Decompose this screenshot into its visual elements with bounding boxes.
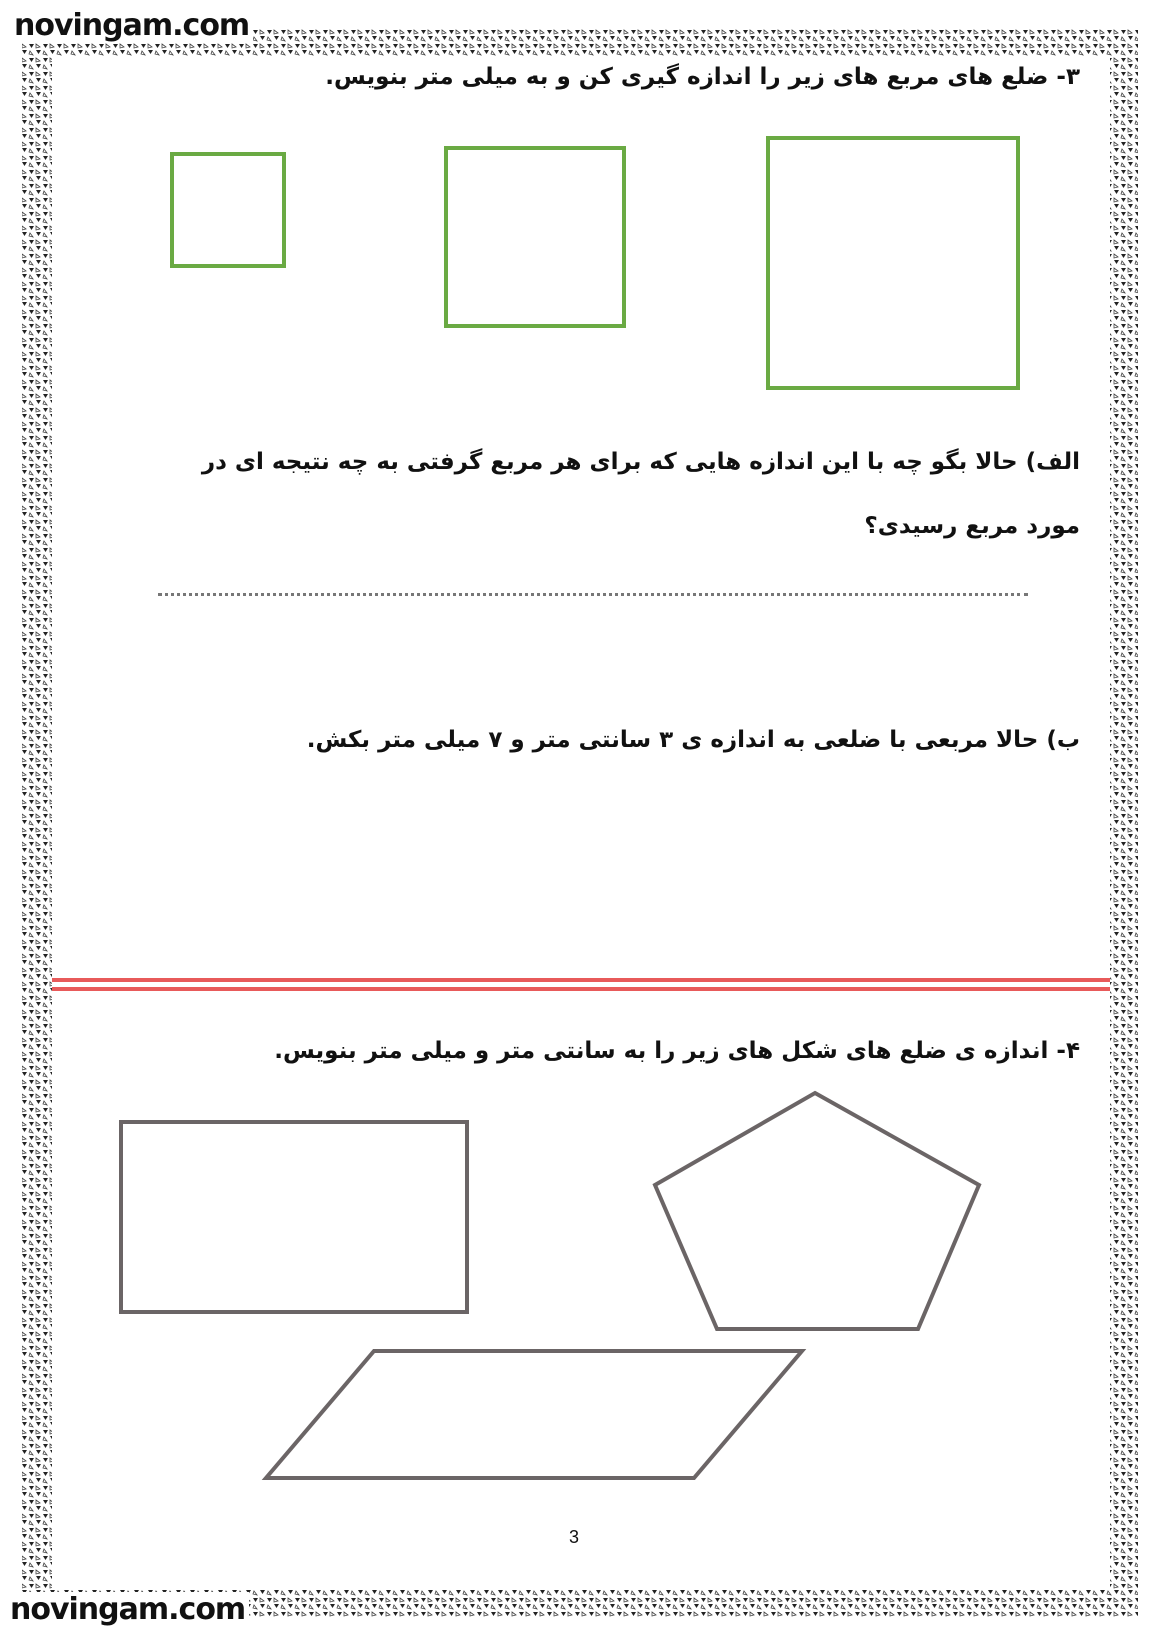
section-separator xyxy=(52,978,1110,991)
question-3-part-b: ب) حالا مربعی با ضلعی به اندازه ی ۳ سانتی متر و ۷ میلی متر بکش. xyxy=(306,727,1080,753)
answer-dotted-line xyxy=(158,593,1028,596)
question-4-title: ۴- اندازه ی ضلع های شکل های زیر را به سانتی متر و میلی متر بنویس. xyxy=(274,1038,1080,1064)
separator-line-bottom xyxy=(52,987,1110,991)
separator-line-top xyxy=(52,978,1110,982)
question-3-part-a: الف) حالا بگو چه با این اندازه هایی که برای هر مربع گرفتی به چه نتیجه ای در مورد مربع رسیدی؟ xyxy=(201,449,1080,539)
page-number: 3 xyxy=(569,1527,580,1547)
question-3-title: ۳- ضلع های مربع های زیر را اندازه گیری کن و به میلی متر بنویس. xyxy=(325,64,1080,90)
watermark-bottom: novingam.com xyxy=(6,1592,249,1627)
watermark-top: novingam.com xyxy=(10,8,253,43)
